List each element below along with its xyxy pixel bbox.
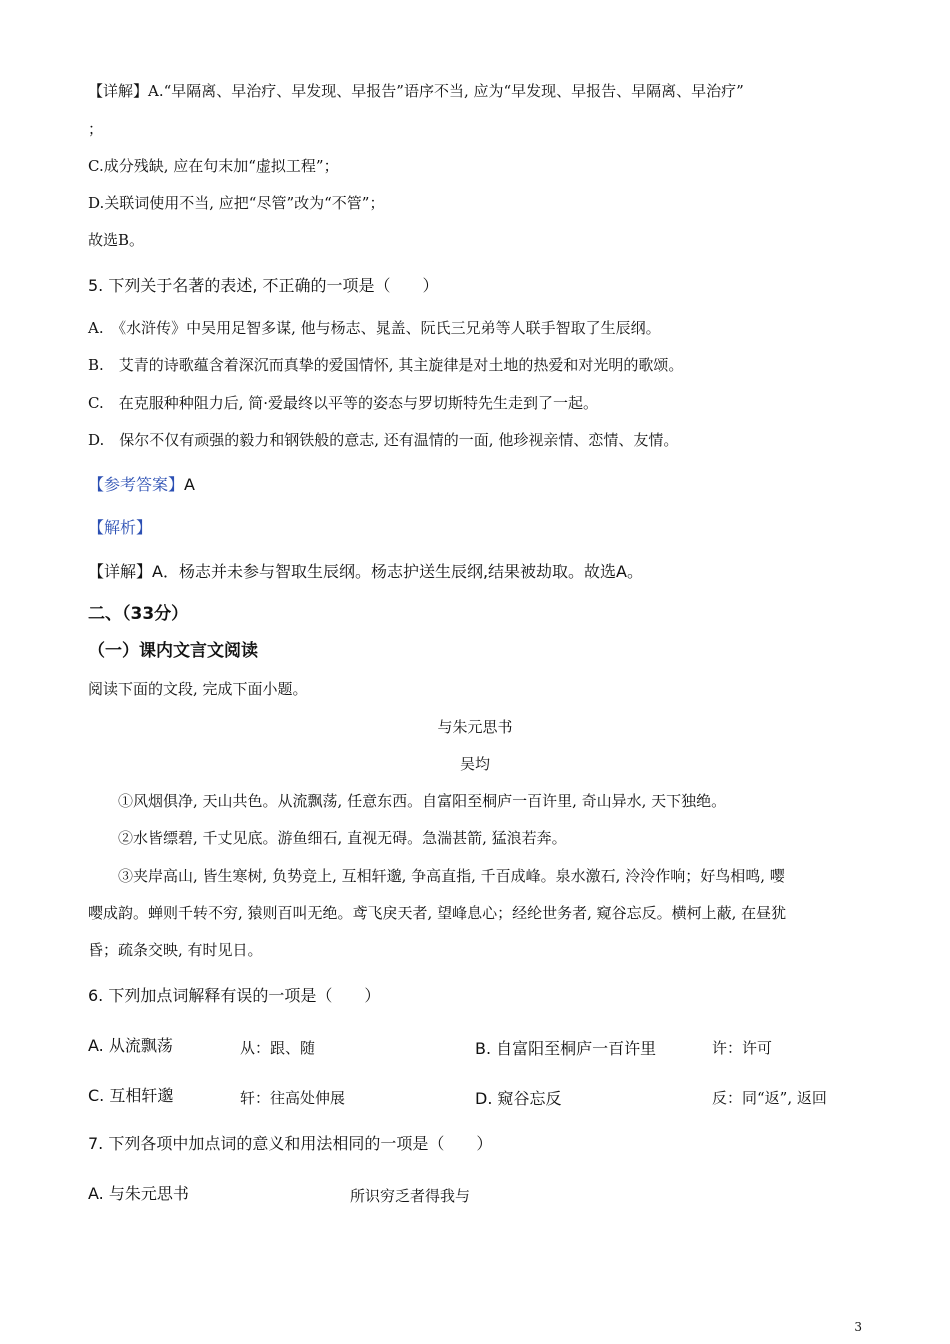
question-6-option-b: B. 自富阳至桐庐一百许里 <box>475 1039 657 1058</box>
analysis-label: 【解析】 <box>88 518 153 537</box>
passage-author: 吴均 <box>459 755 490 773</box>
explanation-line-2: C.成分残缺, 应在句末加“虚拟工程”； <box>88 157 339 175</box>
question-7-option-a: A. 与朱元思书 <box>88 1184 189 1203</box>
question-5-option-c: C. 在克服种种阻力后, 简·爱最终以平等的姿态与罗切斯特先生走到了一起。 <box>88 394 599 412</box>
passage-paragraph-3-line-1: ③夹岸高山, 皆生寒树, 负势竞上, 互相轩邈, 争高直指, 千百成峰。泉水激石, 泠泠作响；好鸟相鸣, 嘤 <box>118 867 785 885</box>
question-5-detail: 【详解】A．杨志并未参与智取生辰纲。杨志护送生辰纲,结果被劫取。故选A。 <box>88 562 643 581</box>
question-6-stem: 6. 下列加点词解释有误的一项是（ ） <box>88 986 381 1005</box>
question-6-option-b-definition: 许：许可 <box>712 1039 773 1057</box>
reference-answer-label: 【参考答案】 <box>88 475 185 494</box>
page-number: 3 <box>854 1320 862 1334</box>
reading-instruction: 阅读下面的文段, 完成下面小题。 <box>88 680 308 698</box>
explanation-line-3: D.关联词使用不当, 应把“尽管”改为“不管”； <box>88 194 385 212</box>
question-5-option-d: D. 保尔不仅有顽强的毅力和钢铁般的意志, 还有温情的一面, 他珍视亲情、恋情、友情。 <box>88 431 679 449</box>
question-7-option-a-compare: 所识穷乏者得我与 <box>350 1187 471 1205</box>
question-6-option-a-definition: 从：跟、随 <box>240 1039 316 1057</box>
passage-paragraph-3-line-2: 嘤成韵。蝉则千转不穷, 猿则百叫无绝。鸢飞戾天者, 望峰息心；经纶世务者, 窥谷忘反。横柯上蔽, 在昼犹 <box>88 904 787 922</box>
question-5-stem: 5. 下列关于名著的表述, 不正确的一项是（ ） <box>88 276 439 295</box>
explanation-line-1: 【详解】A.“早隔离、早治疗、早发现、早报告”语序不当, 应为“早发现、早报告、早隔离、早治疗” <box>88 82 744 100</box>
explanation-line-4: 故选B。 <box>88 231 145 249</box>
passage-paragraph-1: ①风烟俱净, 天山共色。从流飘荡, 任意东西。自富阳至桐庐一百许里, 奇山异水, 天下独绝。 <box>118 792 727 810</box>
reference-answer <box>88 475 195 494</box>
question-7-stem: 7. 下列各项中加点词的意义和用法相同的一项是（ ） <box>88 1134 493 1153</box>
question-6-option-c: C. 互相轩邈 <box>88 1086 174 1105</box>
question-5-option-a: A. 《水浒传》中吴用足智多谋, 他与杨志、晁盖、阮氏三兄弟等人联手智取了生辰纲。 <box>88 319 661 337</box>
section-2-heading: 二、（33分） <box>88 604 189 624</box>
question-6-option-d-definition: 反：同“返”, 返回 <box>712 1089 827 1107</box>
passage-paragraph-2: ②水皆缥碧, 千丈见底。游鱼细石, 直视无碍。急湍甚箭, 猛浪若奔。 <box>118 829 567 847</box>
question-6-option-a: A. 从流飘荡 <box>88 1036 173 1055</box>
question-5-option-b: B. 艾青的诗歌蕴含着深沉而真挚的爱国情怀, 其主旋律是对土地的热爱和对光明的歌颂。 <box>88 356 684 374</box>
question-6-option-d: D. 窥谷忘反 <box>475 1089 562 1108</box>
question-6-option-c-definition: 轩：往高处伸展 <box>240 1089 346 1107</box>
passage-paragraph-3-line-3: 昏；疏条交映, 有时见日。 <box>88 941 263 959</box>
section-2-subheading: （一）课内文言文阅读 <box>88 641 258 661</box>
reference-answer-value: A <box>184 475 195 494</box>
passage-title: 与朱元思书 <box>437 718 513 736</box>
explanation-line-1-tail: ； <box>88 120 104 138</box>
